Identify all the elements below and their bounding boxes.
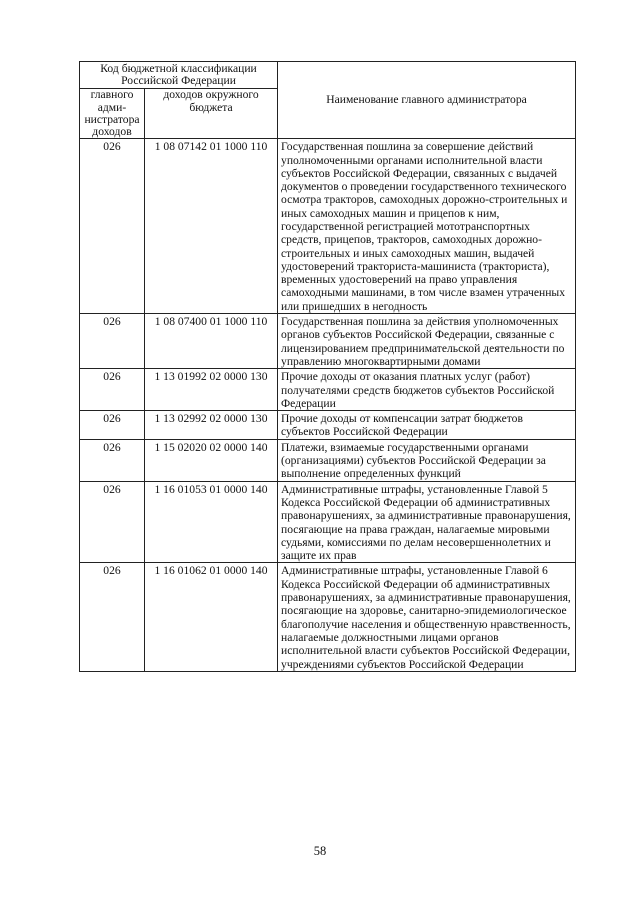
admin-code-cell: 026: [80, 481, 145, 563]
admin-code-cell: 026: [80, 314, 145, 369]
table-row: [80, 439, 576, 481]
table-row: [80, 139, 576, 314]
table-row: [80, 369, 576, 411]
revenue-code-cell: 1 16 01053 01 0000 140: [145, 481, 278, 563]
administrator-name-cell: Прочие доходы от оказания платных услуг (работ) получателями средств бюджетов субъектов Российской Федерации: [278, 369, 576, 411]
administrator-name-cell: Административные штрафы, установленные Главой 6 Кодекса Российской Федерации об административных правонарушениях, за административные правонарушения, посягающие на здоровье, санитарно-эпидемиологическое благополучие населения и общественную нравственность, налагаемые должностными лицами органов исполнительной власти субъектов Российской Федерации, учреждениями субъектов Российской Федерации: [278, 563, 576, 671]
admin-code-cell: 026: [80, 369, 145, 411]
revenue-code-cell: 1 08 07142 01 1000 110: [145, 139, 278, 314]
administrator-name-cell: Административные штрафы, установленные Главой 5 Кодекса Российской Федерации об административных правонарушениях, за административные правонарушения, посягающие на права граждан, налагаемые мировыми судьями, комиссиями по делам несовершеннолетних и защите их прав: [278, 481, 576, 563]
administrator-name-cell: Государственная пошлина за действия уполномоченных органов субъектов Российской Федерации, связанные с лицензированием предпринимательской деятельности по управлению многоквартирными домами: [278, 314, 576, 369]
budget-classification-table: [79, 61, 576, 672]
revenue-code-cell: 1 13 01992 02 0000 130: [145, 369, 278, 411]
header-administrator-name: Наименование главного администратора: [278, 62, 576, 139]
revenue-code-cell: 1 15 02020 02 0000 140: [145, 439, 278, 481]
revenue-code-cell: 1 08 07400 01 1000 110: [145, 314, 278, 369]
admin-code-cell: 026: [80, 411, 145, 440]
admin-code-cell: 026: [80, 139, 145, 314]
revenue-code-cell: 1 13 02992 02 0000 130: [145, 411, 278, 440]
header-admin-code: главного адми-нистратора доходов: [80, 89, 145, 139]
page-number: 58: [313, 844, 327, 858]
table-row: [80, 481, 576, 563]
admin-code-cell: 026: [80, 563, 145, 671]
header-revenue-code: доходов окружного бюджета: [145, 89, 278, 139]
administrator-name-cell: Платежи, взимаемые государственными органами (организациями) субъектов Российской Федерации за выполнение определенных функций: [278, 439, 576, 481]
table-row: [80, 411, 576, 440]
table-row: [80, 563, 576, 671]
admin-code-cell: 026: [80, 439, 145, 481]
table-row: [80, 314, 576, 369]
revenue-code-cell: 1 16 01062 01 0000 140: [145, 563, 278, 671]
header-group-title: Код бюджетной классификации Российской Федерации: [80, 62, 278, 89]
administrator-name-cell: Прочие доходы от компенсации затрат бюджетов субъектов Российской Федерации: [278, 411, 576, 440]
administrator-name-cell: Государственная пошлина за совершение действий уполномоченными органами исполнительной власти субъектов Российской Федерации, связанных с выдачей документов о проведении государственного технического осмотра тракторов, самоходных дорожно-строительных и иных самоходных машин и прицепов к ним, государственной регистрацией мототранспортных средств, прицепов, тракторов, самоходных дорожно-строительных и иных самоходных машин, выдачей удостоверений тракториста-машиниста (тракториста), временных удостоверений на право управления самоходными машинами, в том числе взамен утраченных или пришедших в негодность: [278, 139, 576, 314]
